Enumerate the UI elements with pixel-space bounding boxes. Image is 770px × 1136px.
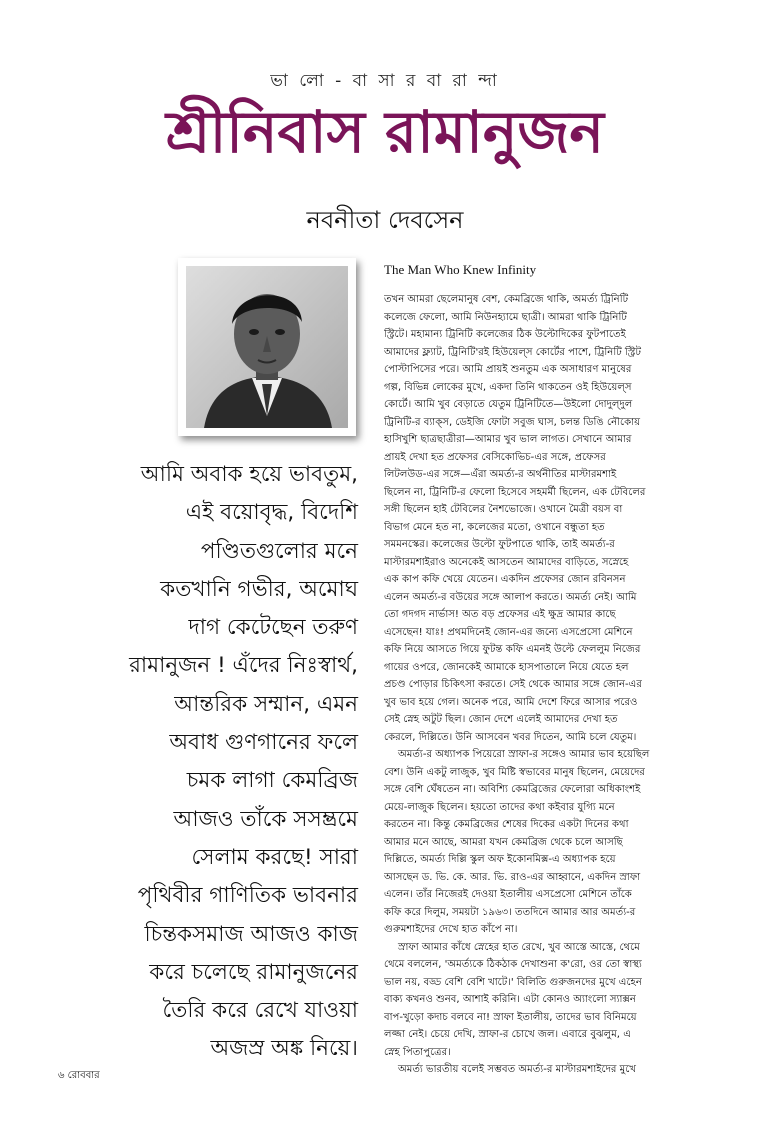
pull-quote-line: রামানুজন ! এঁদের নিঃস্বার্থ, — [129, 653, 358, 679]
body-line: ভাল নয়, বড্ড বেশি বেশি খাটে।' বিলিতি গুরুজনদের মুখে এহেন — [384, 976, 642, 988]
portrait-photo — [186, 266, 348, 428]
body-line: খুব ভাব হয়ে গেল। অনেক পরে, আমি দেশে ফিরে আসার পরেও — [384, 696, 638, 708]
author-byline: নবনীতা দেবসেন — [306, 206, 464, 234]
pull-quote-line: অজস্র অঙ্ক নিয়ে। — [210, 1036, 358, 1062]
section-kicker: ভা লো - বা সা র বা রা ন্দা — [270, 71, 500, 91]
body-line: গায়ের ওপরে, জোনকেই আমাকে হাসপাতালে নিয়ে যেতে হল — [384, 661, 629, 673]
pull-quote-line: আমি অবাক হয়ে ভাবতুম, — [140, 462, 358, 487]
pull-quote-line: অবাধ গুণগানের ফলে — [169, 730, 358, 756]
body-line: প্রচণ্ড পোড়ার চিকিৎসা করতে। সেই থেকে আমার সঙ্গে জোন-এর — [384, 679, 642, 690]
pull-quote-line: দাগ কেটেছেন তরুণ — [188, 615, 358, 641]
body-line: বিভাগ মেনে হত না, কলেজের মতো, ওখানে বন্ধুতা হত — [384, 521, 605, 533]
pull-quote-line: চমক লাগা কেমব্রিজ — [186, 768, 358, 794]
pull-quote-line: তৈরি করে রেখে যাওয়া — [162, 998, 358, 1024]
body-line: আমার মনে আছে, আমরা যখন কেমব্রিজ থেকে চলে আসছি — [384, 836, 623, 848]
body-line: সমমনস্কের। কলেজের উল্টো ফুটপাতে থাকি, তাই অমর্ত্য-র — [384, 539, 615, 550]
article-body — [384, 291, 744, 1079]
body-line: করতেন না। কিন্তু কেমব্রিজের শেষের দিকের একটা দিনের কথা — [384, 819, 629, 830]
pull-quote-line: পৃথিবীর গাণিতিক ভাবনার — [137, 883, 358, 909]
body-line: মাস্টারমশাইরাও অনেকেই আসতেন আমাদের বাড়িতে, সস্নেহে — [384, 556, 629, 568]
body-line: কফি নিয়ে আসতে গিয়ে ফুটন্ত কফি এমনই উল্টে ফেললুম নিজের — [384, 644, 641, 655]
body-line: স্নেহ পিতাপুত্রের। — [384, 1046, 451, 1058]
pull-quote-line: চিন্তকসমাজ আজও কাজ — [144, 921, 358, 947]
pull-quote-line: আজও তাঁকে সসম্ভ্রমে — [173, 806, 358, 832]
photo-caption: The Man Who Knew Infinity — [384, 262, 537, 277]
body-line: লিটলউড-এর সঙ্গে—এঁরা অমর্ত্য-র অর্থনীতির মাস্টারমশাই — [384, 469, 617, 480]
body-line: আসছেন ড. ভি. কে. আর. ভি. রাও-এর আহ্বানে, একদিন স্রাফা — [384, 871, 641, 883]
article-title: শ্রীনিবাস রামানুজন — [165, 98, 605, 166]
body-line: কোর্টে। আমি খুব বেড়াতে যেতুম ট্রিনিটিতে—উইলো দোদুল্‌দুল — [384, 399, 633, 410]
body-line: এলেন। তাঁর নিজেরই দেওয়া ইতালীয় এসপ্রেসো মেশিনে তাঁকে — [384, 889, 632, 900]
body-line: গল্প, বিভিন্ন লোকের মুখে, একদা তিনি থাকতেন ওই হিউয়েল্‌স — [384, 381, 632, 393]
body-line: পোস্টাপিসের পরে। আমি প্রায়ই শুনতুম এক অসাধারণ মানুষের — [384, 364, 632, 375]
body-line: প্রায়ই দেখা হত প্রফেসর বেসিকোভিচ-এর সঙ্গে, প্রফেসর — [384, 451, 606, 463]
pull-quote-line: পণ্ডিতগুলোর মনে — [200, 538, 358, 564]
body-line: বেশ। উনি একটু লাজুক, খুব মিষ্টি স্বভাবের মানুষ ছিলেন, মেয়েদের — [384, 766, 645, 778]
body-line: কেরলে, দিল্লিতে। উনি আসবেন খবর দিতেন, আমি চলে যেতুম। — [384, 731, 637, 743]
pull-quote-line: করে চলেছে রামানুজনের — [149, 959, 358, 985]
portrait-image — [186, 266, 348, 428]
body-paragraph-start: অমর্ত্য-র অধ্যাপক পিয়েরো স্রাফা-র সঙ্গেও আমার ভাব হয়েছিল — [398, 749, 650, 760]
body-line: তখন আমরা ছেলেমানুষ বেশ, কেমব্রিজে থাকি, অমর্ত্য ট্রিনিটি — [384, 294, 629, 305]
pull-quote-line: আন্তরিক সম্মান, এমন — [174, 691, 358, 717]
pull-quote — [60, 456, 358, 1069]
portrait-photo-frame — [178, 258, 356, 436]
body-line: হাসিখুশি ছাত্রছাত্রীরা—আমার খুব ভাল লাগত। সেখানে আমার — [384, 434, 632, 445]
pull-quote-line: এই বয়োবৃদ্ধ, বিদেশি — [185, 500, 358, 526]
body-line: বাপ-খুড়ো কদাচ বলবে না! স্রাফা ইতালীয়, তাদের ভাব বিনিময়ে — [384, 1011, 637, 1023]
body-line: আমাদের ফ্ল্যাট, ট্রিনিটি'রই হিউয়েল্‌স কোর্টের পাশে, ট্রিনিটি স্ট্রিট — [384, 346, 641, 358]
body-line: থেমে বললেন, 'অমর্ত্যকে ঠিকঠাক দেখাশুনা ক'রো, ওর তো স্বাস্থ্য — [384, 959, 642, 970]
body-line: সেই স্নেহ অটুট ছিল। জোন দেশে এলেই আমাদের দেখা হত — [384, 714, 618, 725]
body-line: ট্রিনিটি-র ব্যাক্‌স, ডেইজি ফোটা সবুজ ঘাস, চলন্ত ডিঙি নৌকোয় — [384, 416, 641, 428]
body-line: লজ্জা নেই। চেয়ে দেখি, স্রাফা-র চোখে জল। এবারে বুঝলুম, এ — [384, 1029, 631, 1040]
body-line: মেয়ে-লাজুক ছিলেন। হয়তো তাদের কথা কইবার যুগ্যি মনে — [384, 801, 615, 813]
body-line: দিল্লিতে, অমর্ত্য দিল্লি স্কুল অফ ইকোনমিক্স-এ অধ্যাপক হয়ে — [384, 854, 616, 865]
pull-quote-line: কতখানি গভীর, অমোঘ — [160, 576, 358, 602]
body-line: কলেজে ফেলো, আমি নিউনহ্যামে ছাত্রী। আমরা থাকি ট্রিনিটি — [384, 311, 627, 323]
body-line: বাক্য কখনও শুনব, আশাই করিনি। এটা কোনও অ্যাংলো স্যাক্সন — [384, 994, 636, 1005]
pull-quote-line: সেলাম করছে! সারা — [191, 844, 358, 870]
body-paragraph-start: স্রাফা আমার কাঁধে স্নেহের হাত রেখে, খুব আস্তে আস্তে, থেমে — [398, 941, 640, 953]
body-line: ছিলেন না, ট্রিনিটি-র ফেলো হিসেবে সহমর্মী ছিলেন, এক টেবিলের — [384, 486, 646, 498]
page-footer: ৬ রোববার — [58, 1070, 100, 1081]
body-line: এলেন অমর্ত্য-র বউয়ের সঙ্গে আলাপ করতে। অমর্ত্য নেই। আমি — [384, 591, 637, 603]
body-line: সঙ্গী ছিলেন হাই টেবিলের নৈশভোজে। ওখানে মৈত্রী বয়স বা — [384, 504, 623, 515]
body-line: এক কাপ কফি খেয়ে যেতেন। একদিন প্রফেসর জোন রবিনসন — [384, 574, 626, 585]
body-paragraph-start: অমর্ত্য ভারতীয় বলেই সম্ভবত অমর্ত্য-র মাস্টারমশাইদের মুখে — [398, 1064, 636, 1075]
body-line: সঙ্গে বেশি ঘেঁষতেন না। অবিশ্যি কেমব্রিজের ফেলোরা অধিকাংশই — [384, 784, 641, 795]
body-line: গুরুমশাইদের দেখে হাত কাঁপে না। — [384, 924, 518, 935]
body-line: এসেছেন! যাঃ! প্রথমদিনেই জোন-এর জন্যে এসপ্রেসো মেশিনে — [384, 626, 633, 638]
body-line: তো গদগদ নার্ভাস! অত বড় প্রফেসর এই ক্ষুদ্র আমার কাছে — [384, 609, 616, 620]
body-line: স্ট্রিটে। মহামান্য ট্রিনিটি কলেজের ঠিক উল্টোদিকের ফুটপাতেই — [384, 329, 626, 340]
body-line: কফি করে দিলুম, সময়টা ১৯৬৩। ততদিনে আমার আর অমর্ত্য-র — [384, 906, 636, 918]
